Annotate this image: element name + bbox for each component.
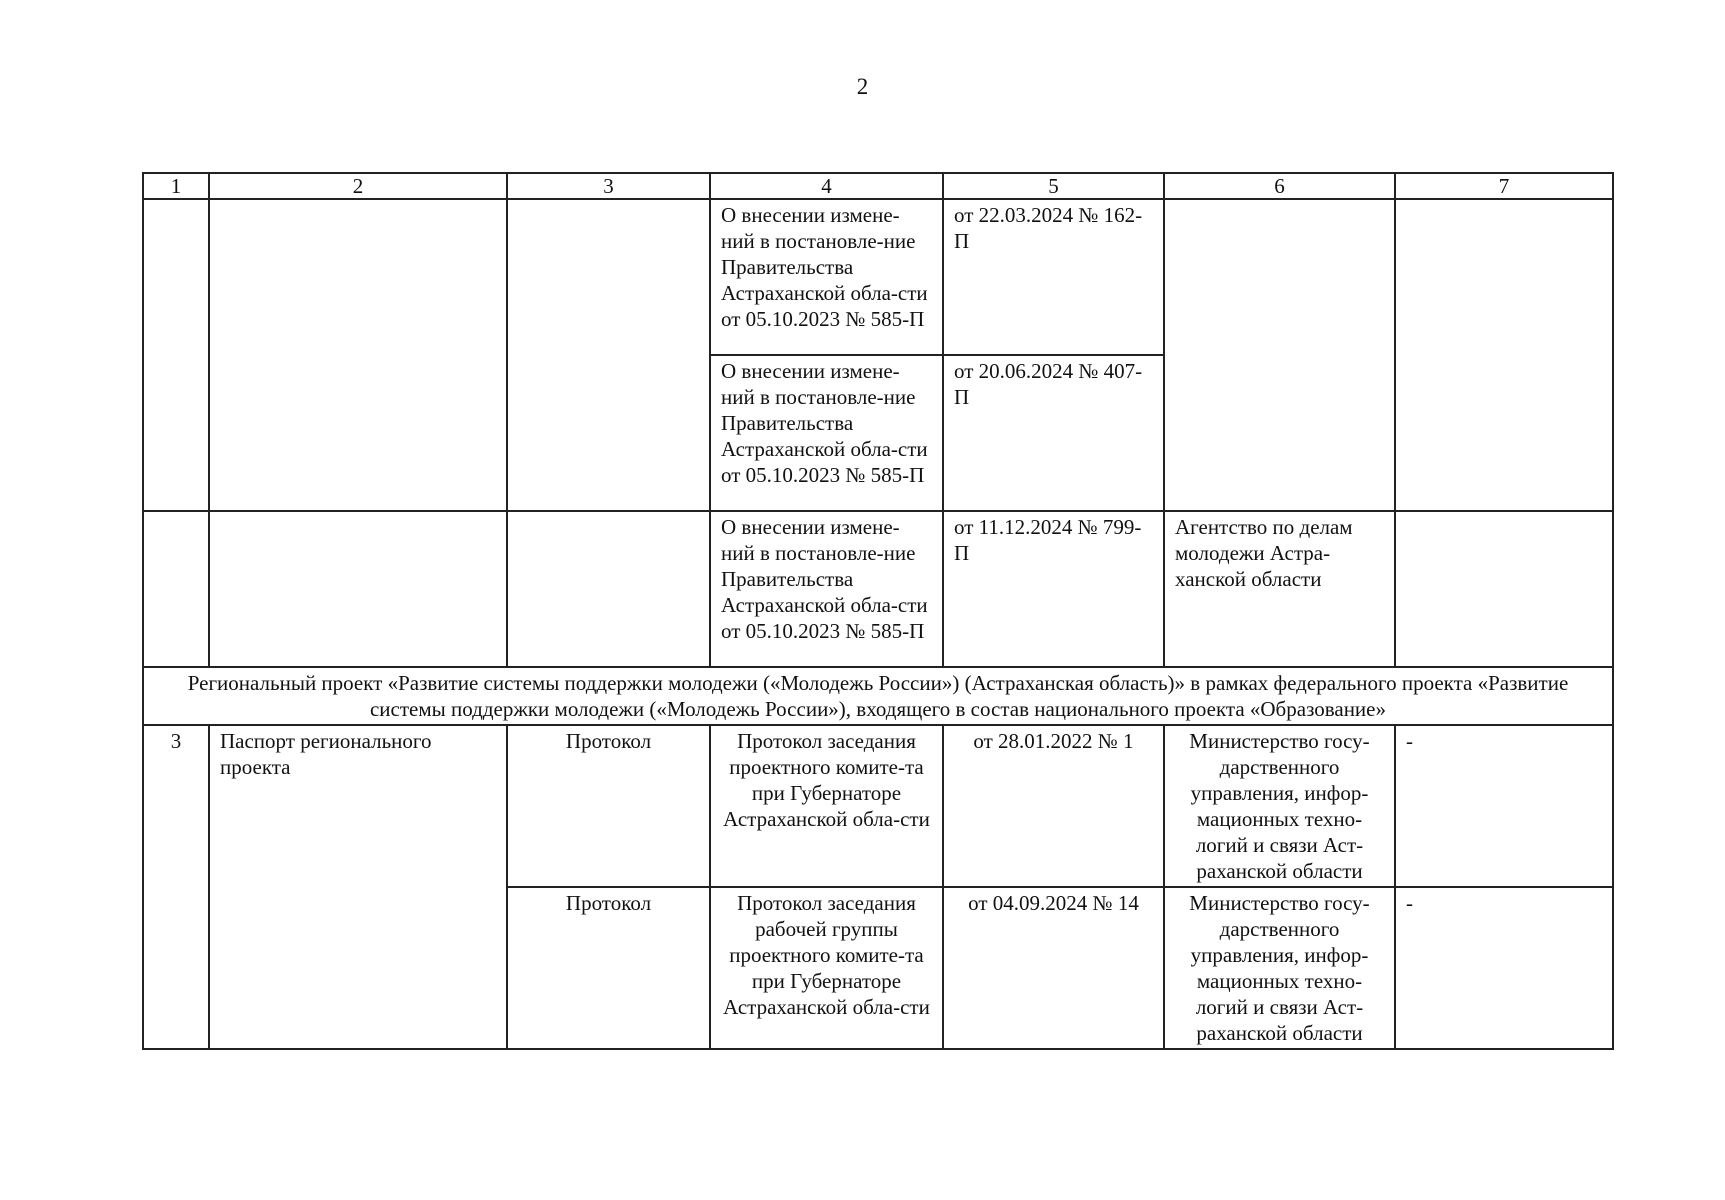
responsible-agency-cell: Министерство госу-дарственного управления, инфор-мационных техно-логий и связи Аст-раханской области [1164, 887, 1395, 1049]
note-cell: - [1395, 725, 1613, 887]
document-date-cell: от 22.03.2024 № 162-П [943, 199, 1164, 355]
document-title-cell: Протокол заседания рабочей группы проектного комите-та при Губернаторе Астраханской обла-сти [710, 887, 943, 1049]
document-date-cell: от 20.06.2024 № 407-П [943, 355, 1164, 511]
document-title-cell: О внесении измене-ний в постановле-ние Правительства Астраханской обла-сти от 05.10.2023 № 585-П [710, 511, 943, 667]
column-number: 6 [1164, 173, 1395, 199]
table-cell [1395, 199, 1613, 511]
column-number: 3 [507, 173, 710, 199]
column-number: 1 [143, 173, 209, 199]
responsible-agency-cell: Агентство по делам молодежи Астра-ханской области [1164, 511, 1395, 667]
table-cell [1395, 511, 1613, 667]
column-number-header [143, 173, 1613, 199]
page-number: 2 [856, 74, 869, 99]
row-number: 3 [143, 725, 209, 1049]
document-title-cell: О внесении измене-ний в постановле-ние Правительства Астраханской обла-сти от 05.10.2023 № 585-П [710, 355, 943, 511]
document-date-cell: от 28.01.2022 № 1 [943, 725, 1164, 887]
column-number: 2 [209, 173, 507, 199]
table-cell [507, 199, 710, 511]
responsible-agency-cell: Министерство госу-дарственного управления, инфор-мационных техно-логий и связи Аст-раханской области [1164, 725, 1395, 887]
column-number: 4 [710, 173, 943, 199]
document-date-cell: от 11.12.2024 № 799-П [943, 511, 1164, 667]
document-title-cell: Протокол заседания проектного комите-та при Губернаторе Астраханской обла-сти [710, 725, 943, 887]
table-cell [143, 199, 209, 511]
table-row [143, 511, 1613, 667]
table-cell [143, 511, 209, 667]
section-title: Региональный проект «Развитие системы поддержки молодежи («Молодежь России») (Астраханская область)» в рамках федерального проекта «Развитие системы поддержки молодежи («Молодежь России»), входящего в состав национального проекта «Образование» [143, 667, 1613, 725]
table-cell [209, 199, 507, 511]
document-type-cell: Протокол [507, 725, 710, 887]
table-cell [1164, 199, 1395, 511]
document-table [142, 172, 1614, 1050]
document-name-cell: Паспорт регионального проекта [209, 725, 507, 1049]
table-row [143, 725, 1613, 887]
section-heading-row [143, 667, 1613, 725]
note-cell: - [1395, 887, 1613, 1049]
table-cell [507, 511, 710, 667]
table-cell [209, 511, 507, 667]
document-type-cell: Протокол [507, 887, 710, 1049]
table-row [143, 199, 1613, 355]
column-number: 5 [943, 173, 1164, 199]
document-title-cell: О внесении измене-ний в постановле-ние Правительства Астраханской обла-сти от 05.10.2023 № 585-П [710, 199, 943, 355]
column-number: 7 [1395, 173, 1613, 199]
document-date-cell: от 04.09.2024 № 14 [943, 887, 1164, 1049]
